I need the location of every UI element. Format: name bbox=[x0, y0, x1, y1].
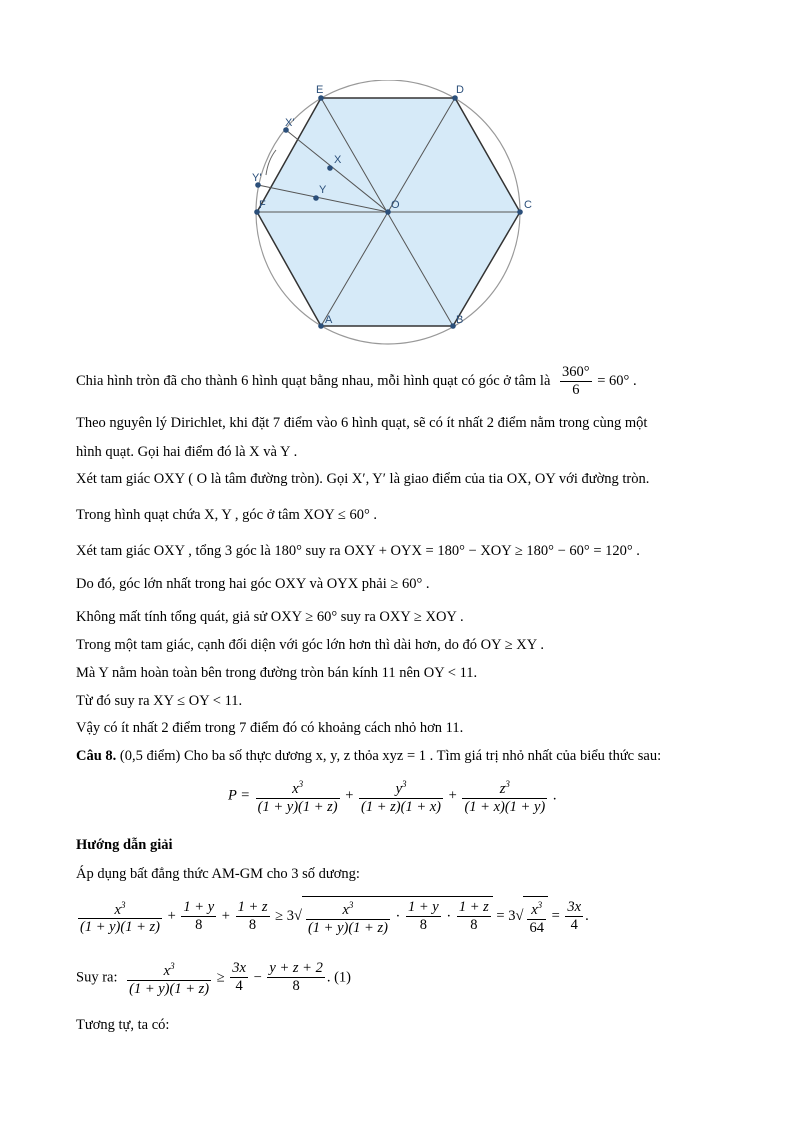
label-B: B bbox=[456, 314, 464, 326]
text-line-2: Theo nguyên lý Dirichlet, khi đặt 7 điểm vào 6 hình quạt, sẽ có ít nhất 2 điểm nằm trong cùng một bbox=[76, 415, 648, 431]
text-amgm: Áp dụng bất đẳng thức AM-GM cho 3 số dương: bbox=[76, 866, 360, 882]
label-Y-prime: Y' bbox=[252, 172, 262, 184]
derived-inequality-1: Suy ra: $\frac{x^3}{(1 + y)(1 + z)}$ ≥ $\frac{3x}{4}$ − $\frac{y + z + 2}{8}$ . (1) bbox=[76, 958, 351, 998]
question-8-label: Câu 8. bbox=[76, 748, 117, 764]
fraction-360-6: $\frac{360^\circ}{6}$ bbox=[562, 364, 590, 398]
text-line-12: Vậy có ít nhất 2 điểm trong 7 điểm đó có khoảng cách nhỏ hơn 11. bbox=[76, 720, 464, 736]
text-line-8: Không mất tính tổng quát, giả sử OXY ≥ 60° suy ra OXY ≥ XOY . bbox=[76, 609, 464, 625]
label-Y: Y bbox=[319, 184, 327, 196]
label-O: O bbox=[391, 199, 400, 211]
text-line-5: Trong hình quạt chứa X, Y , góc ở tâm XOY ≤ 60° . bbox=[76, 507, 377, 523]
hexagon-figure bbox=[250, 80, 540, 350]
label-X-prime: X' bbox=[285, 117, 295, 129]
label-C: C bbox=[524, 199, 532, 211]
label-D: D bbox=[456, 84, 464, 96]
text-line-1: Chia hình tròn đã cho thành 6 hình quạt bằng nhau, mỗi hình quạt có góc ở tâm là $\frac{360^\circ}{6}$ = 60° . bbox=[76, 364, 637, 398]
solution-heading: Hướng dẫn giải bbox=[76, 837, 173, 853]
arc-marker bbox=[266, 150, 276, 175]
text-line-6: Xét tam giác OXY , tổng 3 góc là 180° suy ra OXY + OYX = 180° − XOY ≥ 180° − 60° = 120° . bbox=[76, 543, 640, 559]
text-line-10: Mà Y nằm hoàn toàn bên trong đường tròn bán kính 11 nên OY < 11. bbox=[76, 665, 478, 681]
expression-P: P = $\frac{x^3}{(1 + y)(1 + z)}$ + $\frac{y^3}{(1 + z)(1 + x)}$ + $\frac{z^3}{(1 + x)(1 + y)}$ . bbox=[228, 776, 556, 816]
text-line-9: Trong một tam giác, cạnh đối diện với góc lớn hơn thì dài hơn, do đó OY ≥ XY . bbox=[76, 637, 544, 653]
label-A: A bbox=[325, 314, 333, 326]
amgm-inequality: $\frac{x^3}{(1 + y)(1 + z)}$ + $\frac{1 + y}{8}$ + $\frac{1 + z}{8}$ ≥ 3√ $\frac{x^3}{(1 + y)(1 + z)}$ · $\frac{1 + y}{8}$ · $\frac{1 + z}{8}$ = 3√ $\frac{x^3}{64}$ = $\frac{3x}{4}$ . bbox=[76, 896, 589, 937]
text-line-4: Xét tam giác OXY ( O là tâm đường tròn). Gọi X′, Y′ là giao điểm của tia OX, OY với đường tròn. bbox=[76, 471, 650, 487]
label-F: F bbox=[259, 199, 266, 211]
text-line-7: Do đó, góc lớn nhất trong hai góc OXY và OYX phải ≥ 60° . bbox=[76, 576, 430, 592]
text-line-3: hình quạt. Gọi hai điểm đó là X và Y . bbox=[76, 444, 298, 460]
label-E: E bbox=[316, 84, 324, 96]
text-tuong-tu: Tương tự, ta có: bbox=[76, 1017, 170, 1033]
label-X: X bbox=[334, 154, 342, 166]
question-8: Câu 8. (0,5 điểm) Cho ba số thực dương x, y, z thỏa xyz = 1 . Tìm giá trị nhỏ nhất của biểu thức sau: bbox=[76, 748, 662, 764]
text-line-11: Từ đó suy ra XY ≤ OY < 11. bbox=[76, 693, 243, 709]
